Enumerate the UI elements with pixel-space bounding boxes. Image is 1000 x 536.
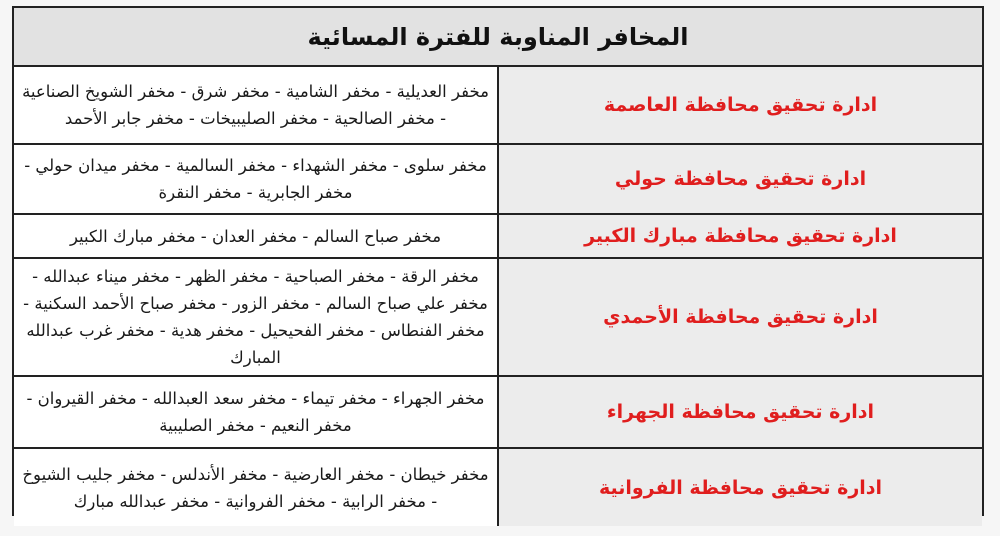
table-row <box>14 66 982 144</box>
table-row <box>14 258 982 376</box>
table-row <box>14 144 982 214</box>
stations-cell: مخفر العديلية - مخفر الشامية - مخفر شرق - مخفر الشويخ الصناعية - مخفر الصالحية - مخفر الصليبيخات - مخفر جابر الأحمد <box>14 66 498 144</box>
admin-cell: ادارة تحقيق محافظة مبارك الكبير <box>498 214 982 258</box>
table-row <box>14 214 982 258</box>
table-title: المخافر المناوبة للفترة المسائية <box>14 8 982 66</box>
stations-cell: مخفر صباح السالم - مخفر العدان - مخفر مبارك الكبير <box>14 214 498 258</box>
table-row <box>14 448 982 526</box>
stations-cell: مخفر الجهراء - مخفر تيماء - مخفر سعد العبدالله - مخفر القيروان - مخفر النعيم - مخفر الصليبية <box>14 376 498 448</box>
table-header-row <box>14 8 982 66</box>
admin-cell: ادارة تحقيق محافظة العاصمة <box>498 66 982 144</box>
duty-stations-table <box>14 8 982 526</box>
admin-cell: ادارة تحقيق محافظة الفروانية <box>498 448 982 526</box>
admin-cell: ادارة تحقيق محافظة حولي <box>498 144 982 214</box>
admin-cell: ادارة تحقيق محافظة الأحمدي <box>498 258 982 376</box>
table-row <box>14 376 982 448</box>
duty-stations-table-frame <box>12 6 984 516</box>
admin-cell: ادارة تحقيق محافظة الجهراء <box>498 376 982 448</box>
stations-cell: مخفر الرقة - مخفر الصباحية - مخفر الظهر - مخفر ميناء عبدالله - مخفر علي صباح السالم - مخفر الزور - مخفر صباح الأحمد السكنية - مخفر الفنطاس - مخفر الفحيحيل - مخفر هدية - مخفر غرب عبدالله المبارك <box>14 258 498 376</box>
stations-cell: مخفر سلوى - مخفر الشهداء - مخفر السالمية - مخفر ميدان حولي - مخفر الجابرية - مخفر النقرة <box>14 144 498 214</box>
stations-cell: مخفر خيطان - مخفر العارضية - مخفر الأندلس - مخفر جليب الشيوخ - مخفر الرابية - مخفر الفروانية - مخفر عبدالله مبارك <box>14 448 498 526</box>
